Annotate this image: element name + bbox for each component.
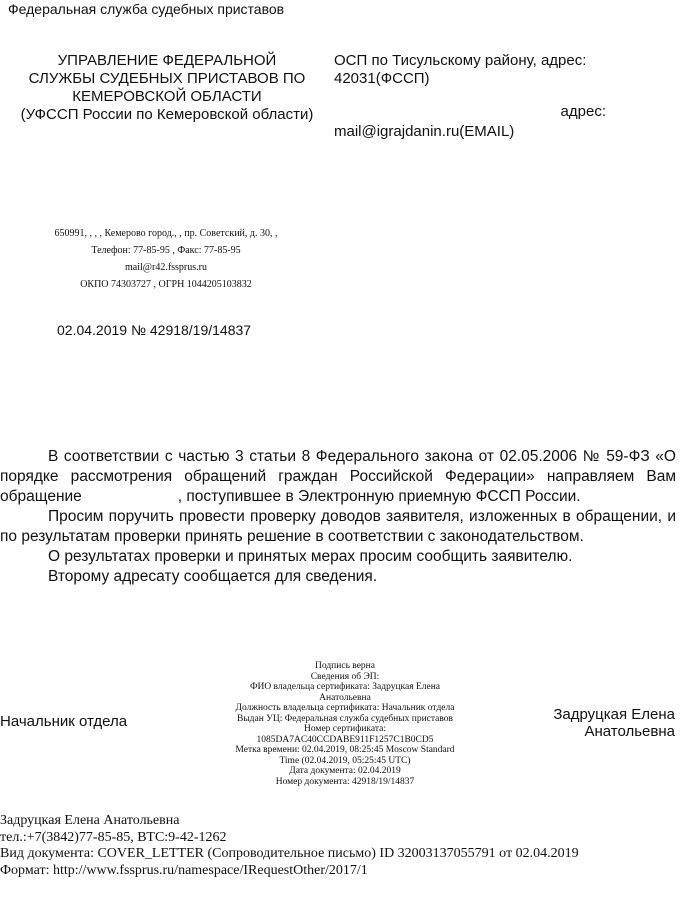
- agency-line: СЛУЖБЫ СУДЕБНЫХ ПРИСТАВОВ ПО: [28, 70, 306, 87]
- footer-executor: Задруцкая Елена Анатольевна: [0, 813, 180, 828]
- stamp-line: ФИО владельца сертификата: Задруцкая Елена: [249, 682, 441, 692]
- stamp-line: Метка времени: 02.04.2019, 08:25:45 Moscow Standard: [235, 745, 455, 755]
- agency-line: (УФССП России по Кемеровской области): [20, 106, 314, 123]
- contacts-codes: ОКПО 74303727 , ОГРН 1044205103832: [80, 279, 252, 290]
- stamp-line: Должность владельца сертификата: Начальник отдела: [235, 703, 455, 713]
- stamp-line: Подпись верна: [315, 661, 375, 671]
- contacts-phone: Телефон: 77-85-95 , Факс: 77-85-95: [91, 245, 241, 256]
- contacts-block: [0, 225, 332, 293]
- body-paragraph: Второму адресату сообщается для сведения.: [48, 568, 378, 585]
- body-paragraph-part: В соответствии с частью 3 статьи 8 Федерального закона от 02.05.2006 № 59-ФЗ «О порядке рассмотрения обращений граждан Российской Федерации» направляем Вам обращение: [0, 448, 676, 505]
- document-date-number: 02.04.2019 № 42918/19/14837: [57, 322, 252, 338]
- stamp-line: Time (02.04.2019, 05:25:45 UTC): [279, 755, 411, 766]
- signer-name: [520, 706, 675, 740]
- agency-block: [4, 52, 330, 124]
- body-paragraph: Просим поручить провести проверку доводов заявителя, изложенных в обращении, и по результатам проверки принять решение в соответствии с законодательством.: [0, 508, 676, 545]
- stamp-line: Номер сертификата:: [304, 724, 386, 734]
- signer-position: Начальник отдела: [0, 713, 128, 730]
- footer-phone: тел.:+7(3842)77-85-85, ВТС:9-42-1262: [0, 829, 227, 845]
- body-paragraph-part: , поступившее в Электронную приемную ФССП России.: [177, 488, 581, 505]
- stamp-line: Выдан УЦ: Федеральная служба судебных приставов: [236, 713, 454, 724]
- footer-format: Формат: http://www.fssprus.ru/namespace/IRequestOther/2017/1: [0, 862, 368, 878]
- signature-stamp: [195, 661, 495, 787]
- recipient-block: [334, 52, 606, 141]
- service-name-header: Федеральная служба судебных приставов: [8, 1, 285, 17]
- recipient-email: mail@igrajdanin.ru(EMAIL): [334, 123, 515, 140]
- stamp-line: Дата документа: 02.04.2019: [289, 766, 401, 776]
- document-footer: [0, 813, 695, 879]
- body-paragraph: [0, 447, 676, 507]
- letter-body: [0, 447, 676, 587]
- footer-doc-type: Вид документа: COVER_LETTER (Сопроводительное письмо) ID 32003137055791 от 02.04.2019: [0, 846, 579, 861]
- body-paragraph: О результатах проверки и принятых мерах просим сообщить заявителю.: [48, 548, 573, 565]
- signer-name-line: Задруцкая Елена: [553, 706, 675, 723]
- stamp-line: Номер документа: 42918/19/14837: [275, 776, 415, 787]
- signer-name-line: Анатольевна: [584, 723, 675, 740]
- stamp-line: Анатольевна: [319, 692, 371, 703]
- recipient-code: 42031(ФССП): [334, 70, 430, 87]
- stamp-line: Сведения об ЭП:: [310, 671, 380, 682]
- recipient-address-label: адрес:: [560, 103, 606, 120]
- recipient-line: ОСП по Тисульскому району, адрес:: [334, 52, 587, 69]
- agency-line: УПРАВЛЕНИЕ ФЕДЕРАЛЬНОЙ: [57, 52, 277, 69]
- contacts-address: 650991, , , , Кемерово город., , пр. Советский, д. 30, ,: [54, 228, 278, 239]
- agency-line: КЕМЕРОВСКОЙ ОБЛАСТИ: [72, 88, 262, 105]
- stamp-line: 1085DA7AC40CCDABE911F1257C1B0CD5: [256, 734, 434, 745]
- contacts-email: mail@r42.fssprus.ru: [125, 262, 207, 273]
